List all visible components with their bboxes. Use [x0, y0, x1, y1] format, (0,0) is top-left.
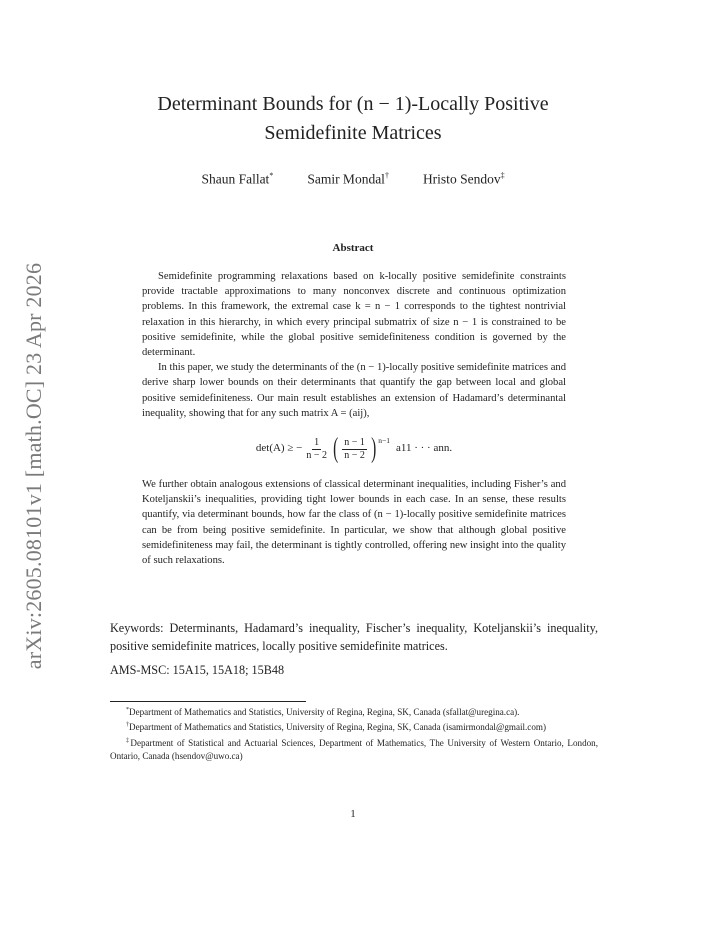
equation-exponent: n−1: [378, 436, 390, 446]
equation-fraction-2-denominator: n − 2: [344, 449, 365, 461]
equation-fraction-1: [304, 437, 329, 462]
equation-fraction-1-denominator: n − 2: [306, 449, 327, 461]
author-3-name: Hristo Sendov: [422, 171, 501, 187]
footnote-1-text: Department of Mathematics and Statistics, University of Regina, Regina, SK, Canada (sfallat@uregina.ca).: [129, 707, 520, 718]
keywords: Keywords: Determinants, Hadamard’s inequality, Fischer’s inequality, Koteljanskii’s inequality, positive semidefinite matrices, locally positive semidefinite matrices.: [110, 621, 598, 653]
author-3: [423, 171, 505, 188]
abstract-heading: Abstract: [332, 242, 374, 254]
abstract-paragraph-2: In this paper, we study the determinants of the (n − 1)-locally positive semidefinite matrices and derive sharp lower bounds on their determinants that quantify the gap between local and global positive semidefiniteness. Our main result establishes an extension of Hadamard’s determinantal inequality, showing that for any such matrix A = (aij),: [142, 362, 566, 419]
footnote-3: [110, 735, 598, 764]
author-2-name: Samir Mondal: [307, 171, 385, 187]
author-2: [307, 171, 389, 188]
paper-title-line-1: Determinant Bounds for (n − 1)-Locally Positive: [157, 93, 549, 115]
footnote-1-mark: *: [126, 707, 129, 713]
author-1-mark: *: [269, 171, 274, 180]
equation-lhs: det(A) ≥ −: [255, 442, 303, 455]
arxiv-identifier-stamp: arXiv:2605.08101v1 [math.OC] 23 Apr 2026: [21, 262, 46, 670]
footnote-divider: [110, 701, 306, 702]
footnote-2-mark: †: [126, 722, 129, 729]
main-inequality-equation: [142, 429, 566, 469]
footnote-2-text: Department of Mathematics and Statistics, University of Regina, Regina, SK, Canada (isamirmondal@gmail.com): [129, 722, 546, 733]
footnote-3-mark: ‡: [126, 737, 131, 744]
abstract-paragraph-1: Semidefinite programming relaxations based on k-locally positive semidefinite constraints provide tractable approximations to many nonconvex discrete and continuous optimization problems. In this framework, the extremal case k = n − 1 corresponds to the tightest nontrivial relaxation in this hierarchy, in which every principal submatrix of size n − 1 is constrained to be positive semidefinite, while the global positive semidefiniteness condition is governed by the determinant.: [142, 271, 566, 359]
equation-fraction-1-numerator: 1: [314, 436, 320, 448]
equation-right-paren: ): [371, 433, 377, 465]
abstract-body: [142, 269, 566, 568]
page-number: 1: [350, 808, 356, 820]
author-3-mark: ‡: [500, 171, 505, 180]
ams-msc-classification: AMS-MSC: 15A15, 15A18; 15B48: [110, 663, 285, 677]
paper-title-line-2: Semidefinite Matrices: [264, 122, 442, 144]
author-list: [110, 171, 596, 188]
equation-fraction-2: [342, 437, 367, 462]
author-1-name: Shaun Fallat: [201, 171, 270, 187]
equation-fraction-2-numerator: n − 1: [344, 436, 365, 448]
paper-title: [110, 90, 596, 148]
footnote-1: [110, 704, 598, 719]
equation-rhs: a11 · · · ann.: [396, 442, 453, 455]
footnote-3-text: Department of Statistical and Actuarial Sciences, Department of Mathematics, The University of Western Ontario, London, Ontario, Canada (hsendov@uwo.ca): [110, 737, 598, 761]
footnotes: [110, 704, 598, 763]
footnote-2: [110, 719, 598, 734]
author-1: [201, 171, 273, 188]
author-2-mark: †: [384, 171, 389, 180]
abstract-paragraph-3: We further obtain analogous extensions of classical determinant inequalities, including Fisher’s and Koteljanskii’s inequalities, providing tight lower bounds in each case. In an sense, these results quantify, via determinant bounds, how far the class of (n − 1)-locally positive semidefinite matrices can be from being positive semidefinite. In particular, we show that although global positive semidefiniteness may fail, the determinant is tightly controlled, offering new insight into the quality of such relaxations.: [142, 479, 566, 567]
equation-left-paren: (: [333, 433, 339, 465]
